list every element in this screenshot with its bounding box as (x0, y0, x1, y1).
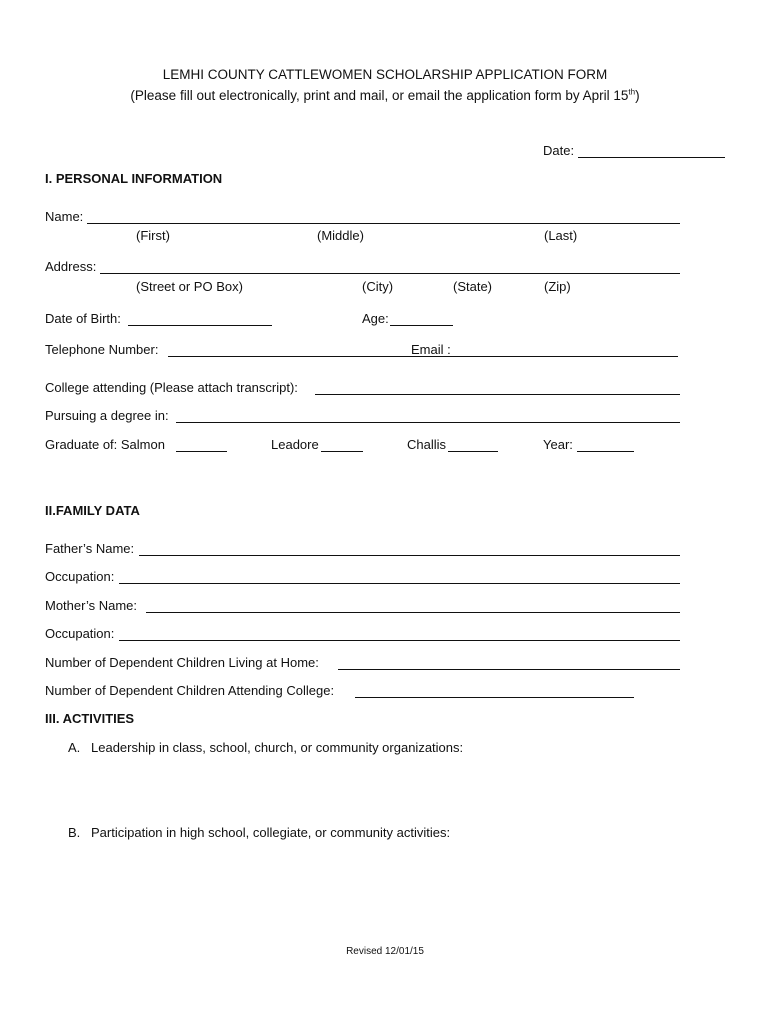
dependents-home-field[interactable] (338, 669, 680, 670)
subtitle-end: ) (635, 88, 640, 103)
age-field[interactable] (390, 325, 453, 326)
dob-field[interactable] (128, 325, 272, 326)
name-field[interactable] (87, 223, 680, 224)
name-label: Name: (45, 209, 84, 224)
name-middle-caption: (Middle) (317, 228, 364, 243)
activity-a-marker: A. (68, 740, 81, 755)
phone-label: Telephone Number: (45, 342, 159, 357)
date-field[interactable] (578, 157, 725, 158)
form-subtitle (0, 88, 770, 103)
date-label: Date: (543, 143, 575, 158)
father-occupation-label: Occupation: (45, 569, 115, 584)
mother-name-field[interactable] (146, 612, 680, 613)
name-first-caption: (First) (136, 228, 170, 243)
dependents-home-label: Number of Dependent Children Living at Home: (45, 655, 319, 670)
address-label: Address: (45, 259, 97, 274)
dob-label: Date of Birth: (45, 311, 121, 326)
form-title: LEMHI COUNTY CATTLEWOMEN SCHOLARSHIP APPLICATION FORM (162, 67, 608, 82)
address-city-caption: (City) (362, 279, 394, 294)
age-label: Age: (362, 311, 389, 326)
father-name-label: Father’s Name: (45, 541, 135, 556)
activity-b-marker: B. (68, 825, 81, 840)
revised-date: Revised 12/01/15 (346, 946, 424, 957)
graduate-salmon-label: Graduate of: Salmon (45, 437, 165, 452)
father-occupation-field[interactable] (119, 583, 680, 584)
challis-field[interactable] (448, 451, 498, 452)
leadore-field[interactable] (321, 451, 363, 452)
personal-info-heading: I. PERSONAL INFORMATION (45, 171, 223, 186)
dependents-college-label: Number of Dependent Children Attending College: (45, 683, 335, 698)
mother-name-label: Mother’s Name: (45, 598, 137, 613)
challis-label: Challis (407, 437, 447, 452)
mother-occupation-label: Occupation: (45, 626, 115, 641)
activity-b-text: Participation in high school, collegiate, or community activities: (91, 825, 451, 840)
year-label: Year: (543, 437, 573, 452)
family-data-heading: II.FAMILY DATA (45, 503, 140, 518)
degree-field[interactable] (176, 422, 680, 423)
salmon-field[interactable] (176, 451, 227, 452)
year-field[interactable] (577, 451, 634, 452)
activity-a-response-area[interactable] (91, 760, 681, 820)
activity-b-response-area[interactable] (91, 845, 681, 925)
college-label: College attending (Please attach transcript): (45, 380, 298, 395)
address-state-caption: (State) (453, 279, 493, 294)
leadore-label: Leadore (271, 437, 319, 452)
subtitle-superscript: th (628, 87, 636, 97)
address-street-caption: (Street or PO Box) (136, 279, 243, 294)
activity-a-text: Leadership in class, school, church, or community organizations: (91, 740, 464, 755)
degree-label: Pursuing a degree in: (45, 408, 169, 423)
college-field[interactable] (315, 394, 680, 395)
dependents-college-field[interactable] (355, 697, 634, 698)
mother-occupation-field[interactable] (119, 640, 680, 641)
subtitle-text: (Please fill out electronically, print and mail, or email the application form by April 15 (130, 88, 629, 103)
father-name-field[interactable] (139, 555, 680, 556)
name-last-caption: (Last) (544, 228, 578, 243)
address-field[interactable] (100, 273, 680, 274)
email-label: Email : (411, 342, 451, 357)
address-zip-caption: (Zip) (544, 279, 571, 294)
activities-heading: III. ACTIVITIES (45, 711, 135, 726)
